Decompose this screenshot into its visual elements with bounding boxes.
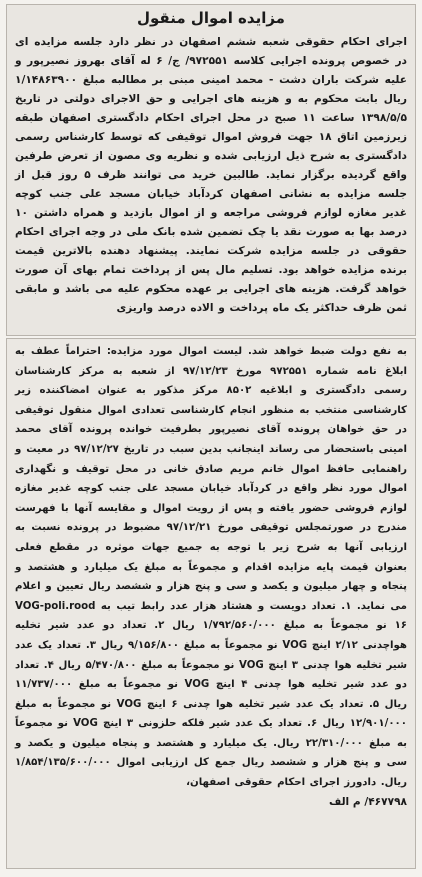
notice-reference-number: ۴۶۷۷۹۸/ م الف xyxy=(328,795,407,808)
notice-bottom-clipping xyxy=(6,338,416,869)
notice-top-body: اجرای احکام حقوقی شعبه ششم اصفهان در نظر دارد جلسه مزایده ای در خصوص پرونده اجرایی کلاسه ۹۷۲۵۵۱/ ج/ ۶ له آقای بهروز نصیرپور و علیه شرکت باران دشت - محمد امینی مبنی بر مطالبه مبلغ ۱/۱۴۸۶۳۹۰۰ ریال بابت محکوم به و هزینه های اجرایی و حق الاجرای دولتی در تاریخ ۱۳۹۸/۵/۵ ساعت ۱۱ صبح در محل اجرای احکام دادگستری اصفهان طبقه زیرزمین اتاق ۱۸ جهت فروش اموال توقیفی که توسط کارشناس رسمی دادگستری به شرح ذیل ارزیابی شده و نظریه وی مصون از تعرض طرفین واقع گردیده برگزار نماید. طالبین خرید می توانند ظرف ۵ روز قبل از جلسه مزایده به نشانی اصفهان کردآباد خیابان مسجد علی جنب کوچه غدیر مغازه لوازم فروشی مراجعه و از اموال بازدید و همراه داشتن ۱۰ درصد بها به صورت نقد یا چک تضمین شده بانک ملی در وجه اجرای احکام حقوقی در جلسه مزایده شرکت نمایند. پیشنهاد دهنده بالاترین قیمت برنده مزایده خواهد بود. تسلیم مال پس از پرداخت تمام بهای آن صورت خواهد گرفت. هزینه های اجرایی بر عهده محکوم علیه می باشد و مابقی ثمن ظرف حداکثر یک ماه پرداخت و الاده درصد واریزی xyxy=(15,36,407,314)
notice-title: مزایده اموال منقول xyxy=(137,9,285,27)
notice-top-clipping xyxy=(6,4,416,336)
notice-bottom-body: به نفع دولت ضبط خواهد شد. لیست اموال مورد مزایده: احتراماً عطف به ابلاغ نامه شماره ۹۷۲۵۵۱ مورخ ۹۷/۱۲/۲۳ از شعبه به مرکز کارشناسان رسمی دادگستری و ابلاغیه ۸۵۰۲ مرکز مذکور به عنوان امضاکننده زیر کارشناسی منتخب به منظور انجام کارشناسی تعدادی اموال منقول توقیفی در حق خواهان پرونده آقای نصیرپور بطرفیت خوانده پرونده آقای محمد امینی باستحضار می رساند اینجانب بدین سبب در تاریخ ۹۷/۱۲/۲۷ در معیت و راهنمایی حافظ اموال خانم مریم صادق خانی در محل توقیف و نگهداری اموال مورد نظر واقع در کردآباد خیابان مسجد علی جنب کوچه غدیر مغازه لوازم فروشی حضور یافته و پس از رویت اموال و مقایسه آنها با فهرست مندرج در صورتمجلس توقیفی مورخ ۹۷/۱۲/۲۱ مضبوط در پرونده نسبت به ارزیابی آنها به شرح زیر با توجه به جمیع جهات موثره در مقطع فعلی بعنوان قیمت پایه مزایده اقدام و مجموعاً به مبلغ یک میلیارد و هشتصد و پنجاه و چهار میلیون و یکصد و سی و پنج هزار و ششصد ریال تعیین و اعلام می نماید. ۱. تعداد دویست و هشتاد هزار عدد رابط تیب به VOG-poli.rood ۱۶ نو مجموعاً به مبلغ ۱/۷۹۲/۵۶۰/۰۰۰ ریال ۲. تعداد دو عدد شیر تخلیه هواچدنی ۲/۱۲ اینچ VOG نو مجموعاً به مبلغ ۹/۱۵۶/۸۰۰ ریال ۳. تعداد یک عدد شیر تخلیه هوا چدنی ۳ اینچ VOG نو مجموعاً به مبلغ ۵/۴۷۰/۸۰۰ ریال ۴. تعداد دو عدد شیر تخلیه هوا چدنی ۴ اینچ VOG نو مجموعاً به مبلغ ۱۱/۷۳۷/۰۰۰ ریال ۵. تعداد یک عدد شیر تخلیه هوا چدنی ۶ اینچ VOG نو مجموعاً به مبلغ ۱۲/۹۰۱/۰۰۰ ریال ۶. تعداد یک عدد شیر فلکه حلزونی ۳ اینچ VOG نو مجموعاً به مبلغ ۲۲/۳۱۰/۰۰۰ ریال. یک میلیارد و هشتصد و پنجاه میلیون و یکصد و سی و پنج هزار و ششصد ریال جمع کل ارزیابی اموال ۱/۸۵۴/۱۳۵/۶۰۰/۰۰۰ ریال. دادورز اجرای احکام حقوقی اصفهان، xyxy=(15,346,408,789)
